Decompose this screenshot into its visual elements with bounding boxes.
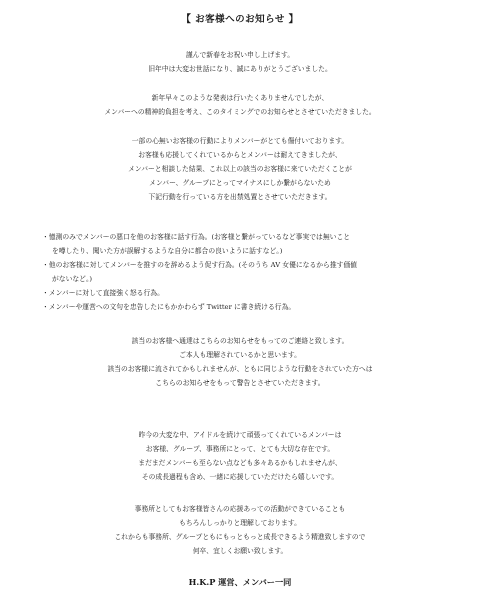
list-item [42, 258, 438, 286]
list-item [42, 230, 438, 258]
announcement-paragraph [42, 91, 438, 119]
list-item-line: ・他のお客様に対してメンバーを推すのを辞めるよう促す行為。(そのうち AV 女優になるから推す価値 [42, 261, 358, 269]
troubles-line: メンバー、グループにとってマイナスにしか繋がらないため [149, 179, 331, 187]
troubles-line: お客様も応援してくれているからとメンバーは耐えてきましたが、 [138, 151, 342, 159]
list-item-line: がないなど。) [52, 275, 93, 283]
contact-line: こちらのお知らせをもって警告とさせていただきます。 [155, 379, 325, 387]
greeting-line: 謹んで新春をお祝い申し上げます。 [185, 51, 295, 59]
notice-title: 【 お客様へのお知らせ 】 [181, 14, 299, 25]
closing-line: これからも事務所、グループともにもっともっと成長できるよう精進致しますので [114, 533, 366, 541]
list-item-line: ・憶測のみでメンバーの悪口を他のお客様に話す行為。(お客様と繋がっているなど事実では無いこと [42, 233, 351, 241]
thanks-line: お客様、グループ、事務所にとって、とても大切な存在です。 [145, 445, 335, 453]
contact-line: 該当のお客様に流されてかもしれませんが、ともに同じような行動をされていた方へは [107, 365, 373, 373]
thanks-paragraph [42, 428, 438, 484]
thanks-line: まだまだメンバーも至らない点なども多々あるかもしれませんが、 [138, 459, 342, 467]
banned-behaviors-list [42, 230, 438, 314]
troubles-paragraph [42, 134, 438, 204]
closing-paragraph [42, 502, 438, 558]
announcement-line: 新年早々このような発表は行いたくありませんでしたが、 [151, 94, 329, 102]
troubles-line: メンバーと相談した結果、これ以上の該当のお客様に来ていただくことが [128, 165, 352, 173]
closing-line: 何卒、宜しくお願い致します。 [192, 547, 288, 555]
list-item-line: ・メンバーや運営への文句を忠告したにもかかわらず Twitter に書き続ける行為。 [42, 303, 296, 311]
closing-line: もちろんしっかりと理解しております。 [179, 519, 301, 527]
announcement-line: メンバーへの精神的負担を考え、このタイミングでのお知らせとさせていただきました。 [104, 108, 376, 116]
signature: H.K.P 運営、メンバー一同 [188, 577, 292, 587]
list-item [42, 300, 438, 314]
list-item [42, 286, 438, 300]
list-item-line: を噂したり、聞いた方が誤解するような自分に都合の良いように話すなど。) [52, 247, 283, 255]
closing-line: 事務所としてもお客様皆さんの応援あっての活動ができていることも [134, 505, 346, 513]
troubles-line: 下記行動を行っている方を出禁処置とさせていただきます。 [148, 193, 332, 201]
contact-paragraph [42, 334, 438, 390]
troubles-line: 一部の心無いお客様の行動によりメンバーがとても傷付いております。 [131, 137, 349, 145]
greeting-line: 旧年中は大変お世話になり、誠にありがとうございました。 [148, 65, 332, 73]
greeting-paragraph [42, 48, 438, 76]
contact-line: ご本人も理解されているかと思います。 [179, 351, 301, 359]
contact-line: 該当のお客様へ通達はこちらのお知らせをもってのご連絡と致します。 [131, 337, 349, 345]
list-item-line: ・メンバーに対して直接強く怒る行為。 [42, 289, 164, 297]
thanks-line: 昨今の大変な中、アイドルを続けて頑張ってくれているメンバーは [138, 431, 342, 439]
thanks-line: その成長過程も含め、一緒に応援していただけたら嬉しいです。 [141, 473, 339, 481]
